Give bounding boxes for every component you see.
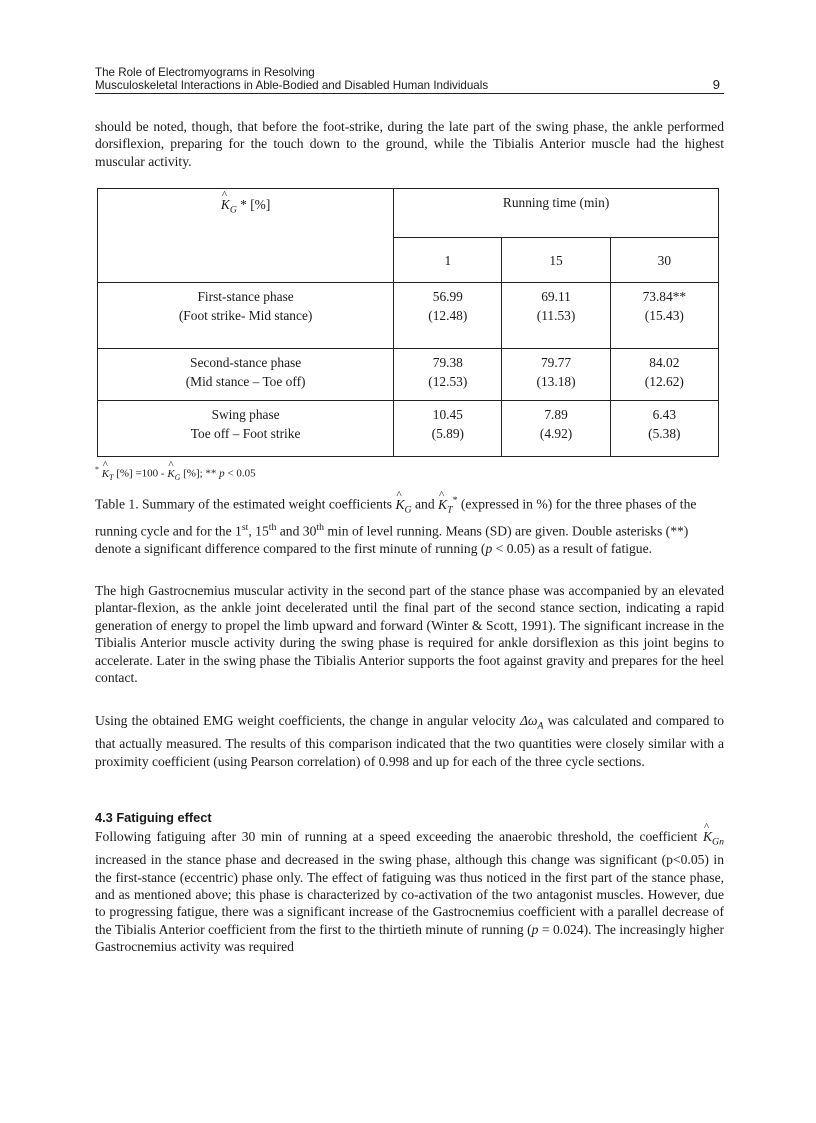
- table-row: [98, 401, 719, 457]
- cell: 10.45 (5.89): [394, 401, 502, 457]
- col-header-15: 15: [502, 238, 610, 283]
- col-header-1: 1: [394, 238, 502, 283]
- header-label-suffix: * [%]: [240, 197, 271, 212]
- row-label: First-stance phase (Foot strike- Mid stance): [98, 283, 394, 349]
- header-title-line2: Musculoskeletal Interactions in Able-Bodied and Disabled Human Individuals: [95, 79, 489, 92]
- cell: 6.43 (5.38): [610, 401, 718, 457]
- table-header-kg: [98, 189, 394, 283]
- cell: 79.77 (13.18): [502, 349, 610, 401]
- cell: 56.99 (12.48): [394, 283, 502, 349]
- results-table: [97, 188, 719, 457]
- k-hat-symbol: ^ $K_G$: [221, 195, 237, 220]
- cell: 79.38 (12.53): [394, 349, 502, 401]
- header-title-line1: The Role of Electromyograms in Resolving: [95, 66, 315, 79]
- table-group-header: Running time (min): [394, 189, 719, 238]
- cell: 73.84** (15.43): [610, 283, 718, 349]
- body-paragraph-angular-velocity: Using the obtained EMG weight coefficients, the change in angular velocity $\Delta\omega_A$ was calculated and compared to that actually measured. The results of this comparison indicated that the two quantities were closely similar with a proximity coefficient (using Pearson correlation) of 0.998 and up for each of the three cycle sections.: [95, 713, 725, 769]
- table-row: [98, 349, 719, 401]
- section-heading: 4.3 Fatiguing effect: [95, 810, 212, 825]
- cell: 69.11 (11.53): [502, 283, 610, 349]
- row-label: Second-stance phase (Mid stance – Toe off): [98, 349, 394, 401]
- running-header: [95, 66, 724, 94]
- body-paragraph-fatigue: Following fatiguing after 30 min of running at a speed exceeding the anaerobic threshold, the coefficient ^ $K_{Gn}$ increased in the stance phase and decreased in the swing phase, although this change was significant (p<0.05) in the first-stance (eccentric) phase only. The effect of fatiguing was thus noticed in the first part of the stance phase, and as mentioned above; this phase is characterized by co-activation of the two antagonist muscles. However, due to progressing fatigue, there was a significant increase of the Gastrocnemius coefficient with a parallel decrease of the Tibialis Anterior coefficient from the first to the thirtieth minute of running (p = 0.024). The increasingly higher Gastrocnemius activity was required: [95, 828, 724, 956]
- col-header-30: 30: [610, 238, 718, 283]
- table-footnote: * ^ $K_T$ [%] =100 - ^ $K_G$ [%]; ** p < 0.05: [95, 465, 256, 482]
- body-paragraph-gastrocnemius: The high Gastrocnemius muscular activity in the second part of the stance phase was accompanied by an elevated plantar-flexion, as the ankle joint decelerated until the final part of the second stance section, indicating a rapid generation of energy to propel the limb upward and forward (Winter & Scott, 1991). The significant increase in the Tibialis Anterior muscle activity during the swing phase is required for ankle dorsiflexion as this joint begins to accelerate. Later in the swing phase the Tibialis Anterior supports the foot against gravity and prepares for the heel contact.: [95, 583, 724, 686]
- page-number: 9: [712, 77, 720, 92]
- cell: 7.89 (4.92): [502, 401, 610, 457]
- intro-paragraph: should be noted, though, that before the foot-strike, during the late part of the swing phase, the ankle performed dorsiflexion, preparing for the touch down to the ground, while the Tibialis Anterior muscle had the highest muscular activity.: [95, 119, 724, 169]
- table-row: [98, 283, 719, 349]
- row-label: Swing phase Toe off – Foot strike: [98, 401, 394, 457]
- cell: 84.02 (12.62): [610, 349, 718, 401]
- table-caption: Table 1. Summary of the estimated weight coefficients ^ $K_G$ and ^ $K_T^*$ (expressed in %) for the three phases of the running cycle and for the 1st, 15th and 30th min of level running. Means (SD) are given. Double asterisks (**) denote a significant difference compared to the first minute of running (p < 0.05) as a result of fatigue.: [95, 492, 705, 558]
